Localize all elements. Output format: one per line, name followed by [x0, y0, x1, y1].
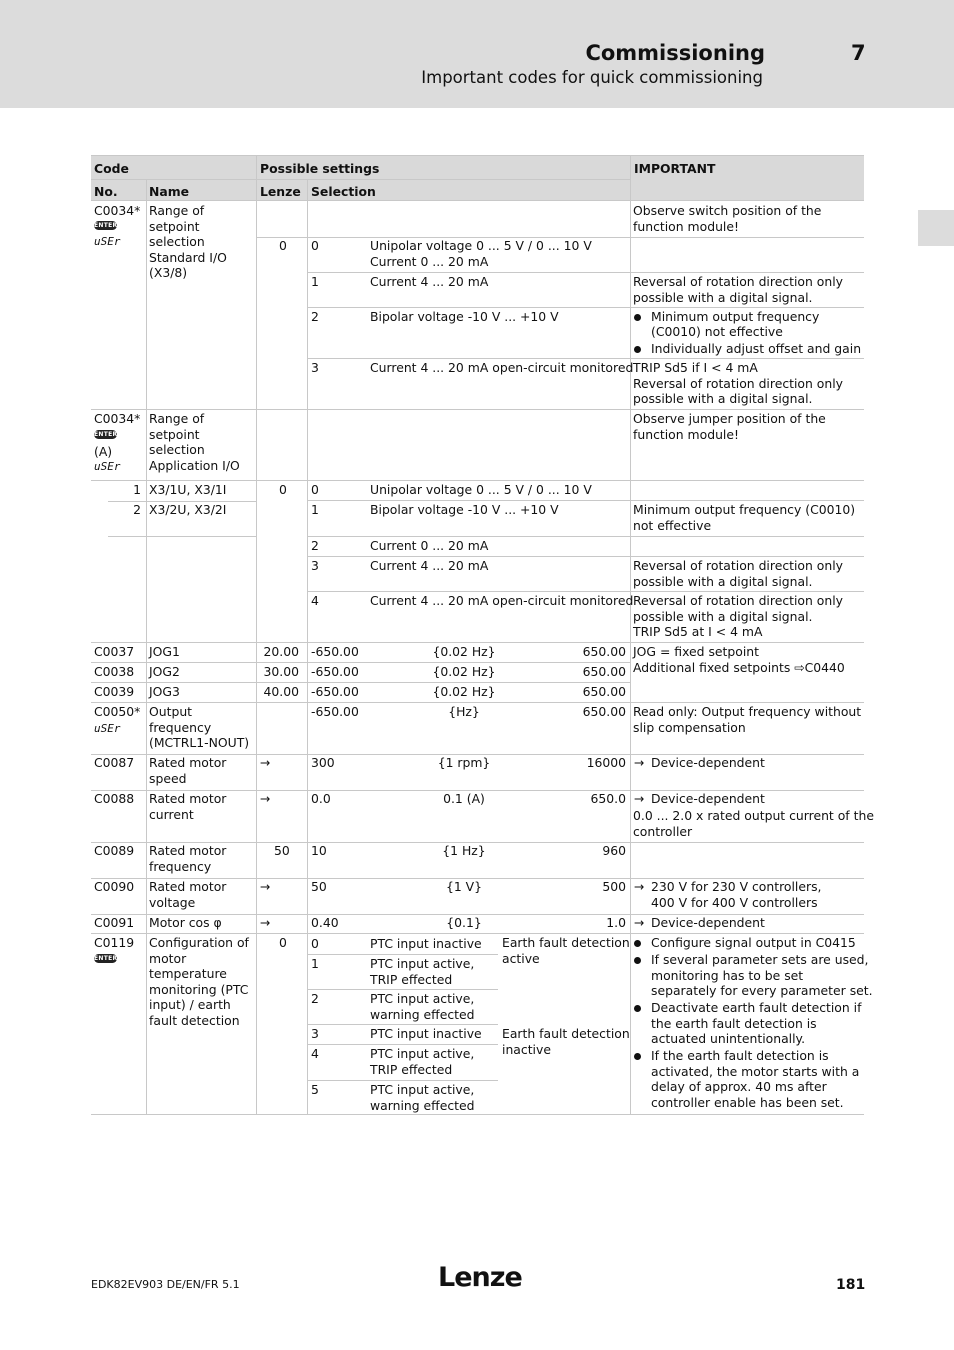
bullet-text: (C0010) not effective	[651, 324, 783, 339]
important-cell: 400 V for 400 V controllers	[651, 894, 818, 910]
code-cell: C0088	[94, 791, 135, 806]
row-divider	[307, 989, 498, 990]
name-cell: Rated motor	[149, 791, 227, 806]
earth-fault-active: active	[502, 950, 540, 966]
selection-text: PTC input inactive	[370, 936, 482, 951]
important-cell: 0.0 ... 2.0 x rated output current of the	[633, 808, 874, 823]
bullet-text: separately for every parameter set.	[651, 983, 873, 998]
bullet-text: If several parameter sets are used,	[651, 952, 869, 967]
lenze-cell: 0	[279, 935, 287, 950]
step-unit: {Hz}	[448, 704, 480, 719]
important-cell: slip compensation	[633, 719, 746, 735]
selection-text: Unipolar voltage 0 ... 5 V / 0 ... 10 V	[370, 482, 592, 497]
bullet-text: Configure signal output in C0415	[651, 935, 856, 950]
step-unit: {0.1}	[446, 915, 482, 930]
name-cell: Output	[149, 704, 193, 719]
max-value: 1.0	[606, 915, 626, 930]
name-cell: Motor cos φ	[149, 915, 222, 930]
selection-number: 4	[311, 593, 319, 608]
bullet-text: monitoring has to be set	[651, 967, 804, 983]
important-cell: Observe jumper position of the	[633, 411, 826, 426]
earth-fault-inactive: Earth fault detection	[502, 1026, 630, 1041]
sub-code-number: 1	[133, 482, 141, 497]
important-cell: possible with a digital signal.	[633, 608, 813, 624]
selection-number: 2	[311, 538, 319, 553]
code-cell: C0038	[94, 664, 135, 679]
chapter-tab-marker	[918, 210, 954, 246]
selection-text: Current 0 ... 20 mA	[370, 538, 489, 553]
row-divider	[108, 536, 256, 537]
code-cell: C0034*	[94, 203, 141, 218]
code-cell: C0119	[94, 935, 135, 950]
step-unit: {0.02 Hz}	[432, 664, 496, 679]
code-cell: C0090	[94, 879, 135, 894]
name-cell: setpoint	[149, 426, 200, 442]
lenze-cell: 0	[279, 482, 287, 497]
max-value: 650.0	[590, 791, 626, 806]
important-cell: TRIP Sd5 if I < 4 mA	[633, 360, 758, 375]
important-cell: not effective	[633, 517, 712, 533]
column-divider	[146, 180, 147, 1114]
selection-text: Bipolar voltage -10 V ... +10 V	[370, 502, 559, 517]
bullet-text: Minimum output frequency	[651, 309, 820, 324]
earth-fault-active: Earth fault detection	[502, 935, 630, 950]
name-cell: speed	[149, 770, 187, 786]
selection-number: 0	[311, 238, 319, 253]
important-cell: 230 V for 230 V controllers,	[651, 879, 822, 894]
step-unit: {1 V}	[445, 879, 483, 894]
row-divider	[307, 1044, 498, 1045]
header-band	[0, 0, 954, 108]
max-value: 500	[602, 879, 626, 894]
selection-text: PTC input inactive	[370, 1026, 482, 1041]
important-cell: Reversal of rotation direction only	[633, 558, 844, 573]
sub-code-terminal: X3/2U, X3/2I	[149, 502, 227, 517]
important-cell: Device-dependent	[651, 755, 765, 770]
selection-text: TRIP effected	[370, 1061, 453, 1077]
code-cell: C0034*	[94, 411, 141, 426]
selection-text: Unipolar voltage 0 ... 5 V / 0 ... 10 V	[370, 238, 592, 253]
code-cell: C0089	[94, 843, 135, 858]
code-cell: C0091	[94, 915, 135, 930]
name-cell: Range of	[149, 203, 205, 218]
important-cell: Reversal of rotation direction only	[633, 593, 844, 608]
important-cell: Observe switch position of the	[633, 203, 822, 218]
name-cell: fault detection	[149, 1012, 240, 1028]
important-cell: Device-dependent	[651, 915, 765, 930]
row-divider	[307, 591, 864, 592]
step-unit: {0.02 Hz}	[432, 644, 496, 659]
important-cell: TRIP Sd5 at I < 4 mA	[633, 624, 763, 639]
row-divider	[91, 662, 630, 663]
step-unit: {0.02 Hz}	[432, 684, 496, 699]
max-value: 16000	[586, 755, 626, 770]
selection-text: PTC input active,	[370, 956, 475, 971]
row-divider	[91, 155, 864, 156]
name-cell: temperature	[149, 966, 227, 981]
page-subtitle: Important codes for quick commissioning	[421, 68, 763, 87]
name-cell: current	[149, 806, 194, 822]
device-dependent-arrow: →	[260, 755, 271, 770]
min-value: 50	[311, 879, 327, 894]
row-divider	[307, 500, 864, 501]
name-cell: (X3/8)	[149, 265, 188, 280]
page-title: Commissioning	[585, 41, 765, 65]
name-cell: input) / earth	[149, 997, 231, 1012]
name-cell: frequency	[149, 858, 212, 874]
name-cell: selection	[149, 234, 205, 249]
bullet-text: Individually adjust offset and gain	[651, 341, 862, 356]
name-cell: (MCTRL1-NOUT)	[149, 735, 250, 750]
col-lenze: Lenze	[260, 184, 301, 199]
min-value: -650.00	[311, 684, 359, 699]
column-divider	[630, 156, 631, 1114]
selection-number: 0	[311, 482, 319, 497]
code-cell: C0039	[94, 684, 135, 699]
sub-code-terminal: X3/1U, X3/1I	[149, 482, 227, 497]
bullet-text: Deactivate earth fault detection if	[651, 1000, 862, 1015]
row-divider	[91, 179, 630, 180]
selection-text: warning effected	[370, 1097, 475, 1113]
important-cell: possible with a digital signal.	[633, 573, 813, 589]
bullet-text: If the earth fault detection is	[651, 1048, 829, 1063]
important-cell: Read only: Output frequency without	[633, 704, 862, 719]
selection-number: 2	[311, 309, 319, 324]
row-divider	[91, 702, 864, 703]
row-divider	[307, 536, 864, 537]
selection-number: 2	[311, 991, 319, 1006]
device-dependent-arrow: →	[260, 879, 271, 894]
row-divider	[91, 1114, 864, 1115]
row-divider	[307, 1024, 498, 1025]
name-cell: Configuration of	[149, 935, 249, 950]
bullet-icon	[634, 1005, 641, 1012]
row-divider	[307, 954, 498, 955]
important-cell: Minimum output frequency (C0010)	[633, 502, 856, 517]
col-code: Code	[94, 161, 129, 176]
min-value: 10	[311, 843, 327, 858]
selection-text: Current 4 ... 20 mA	[370, 274, 489, 289]
min-value: -650.00	[311, 664, 359, 679]
name-cell: Rated motor	[149, 843, 227, 858]
row-divider	[307, 556, 864, 557]
row-divider	[91, 409, 864, 410]
table-header-bg	[91, 156, 864, 200]
bullet-text: the earth fault detection is	[651, 1015, 817, 1031]
row-divider	[91, 200, 864, 201]
important-cell: Reversal of rotation direction only	[633, 274, 844, 289]
arrow-icon: →	[634, 755, 645, 770]
lenze-cell: 0	[279, 238, 287, 253]
selection-number: 3	[311, 558, 319, 573]
selection-number: 1	[311, 956, 319, 971]
row-divider	[108, 501, 256, 502]
user-menu-icon: uSEr	[94, 235, 121, 248]
selection-text: Current 4 ... 20 mA open-circuit monitored	[370, 593, 634, 608]
name-cell: JOG3	[149, 684, 180, 699]
code-cell: C0037	[94, 644, 135, 659]
lenze-logo: Lenze	[438, 1262, 522, 1293]
user-menu-icon: uSEr	[94, 722, 121, 735]
step-unit: {1 Hz}	[442, 843, 486, 858]
bullet-text: delay of approx. 40 ms after	[651, 1079, 827, 1094]
name-cell: Range of	[149, 411, 205, 426]
row-divider	[91, 933, 864, 934]
selection-text: Current 4 ... 20 mA open-circuit monitored	[370, 360, 634, 375]
important-cell: function module!	[633, 218, 739, 234]
bullet-icon	[634, 346, 641, 353]
code-cell: C0050*	[94, 704, 141, 719]
selection-number: 1	[311, 274, 319, 289]
row-divider	[91, 682, 630, 683]
selection-text: Bipolar voltage -10 V ... +10 V	[370, 309, 559, 324]
bullet-icon	[634, 940, 641, 947]
sub-code-number: 2	[133, 502, 141, 517]
selection-number: 5	[311, 1082, 319, 1097]
important-cell: controller	[633, 823, 693, 839]
device-dependent-arrow: →	[260, 791, 271, 806]
name-cell: JOG1	[149, 644, 180, 659]
selection-number: 3	[311, 360, 319, 375]
arrow-icon: →	[634, 915, 645, 930]
col-important: IMPORTANT	[634, 161, 716, 176]
row-divider	[307, 1080, 498, 1081]
lenze-cell: 30.00	[263, 664, 299, 679]
selection-text: PTC input active,	[370, 991, 475, 1006]
important-cell: JOG = fixed setpoint	[633, 644, 759, 659]
lenze-cell: 20.00	[263, 644, 299, 659]
enter-key-icon: ENTER	[94, 431, 118, 438]
lenze-cell: 40.00	[263, 684, 299, 699]
selection-number: 4	[311, 1046, 319, 1061]
selection-number: 3	[311, 1026, 319, 1041]
important-cell: possible with a digital signal.	[633, 289, 813, 305]
name-cell: setpoint	[149, 218, 200, 234]
important-cell: possible with a digital signal.	[633, 391, 813, 406]
min-value: 300	[311, 755, 335, 770]
min-value: 0.0	[311, 791, 331, 806]
name-cell: motor	[149, 950, 187, 966]
document-id: EDK82EV903 DE/EN/FR 5.1	[91, 1278, 240, 1291]
step-unit: 0.1 (A)	[443, 791, 485, 806]
selection-text: PTC input active,	[370, 1082, 475, 1097]
col-no: No.	[94, 184, 118, 199]
enter-key-icon: ENTER	[94, 955, 118, 962]
selection-text: PTC input active,	[370, 1046, 475, 1061]
min-value: 0.40	[311, 915, 339, 930]
bullet-icon	[634, 314, 641, 321]
min-value: -650.00	[311, 704, 359, 719]
row-divider	[307, 358, 864, 359]
device-dependent-arrow: →	[260, 915, 271, 930]
lenze-cell: 50	[274, 843, 290, 858]
name-cell: Rated motor	[149, 755, 227, 770]
max-value: 960	[602, 843, 626, 858]
name-cell: JOG2	[149, 664, 180, 679]
bullet-text: activated, the motor starts with a	[651, 1063, 860, 1079]
col-selection: Selection	[311, 184, 376, 199]
row-divider	[307, 272, 864, 273]
selection-text: warning effected	[370, 1006, 475, 1022]
important-cell: Device-dependent	[651, 791, 765, 806]
page-number: 181	[836, 1277, 866, 1293]
selection-number: 0	[311, 936, 319, 951]
name-cell: monitoring (PTC	[149, 981, 249, 997]
max-value: 650.00	[582, 664, 626, 679]
name-cell: frequency	[149, 719, 212, 735]
column-divider	[307, 180, 308, 1114]
important-cell: Reversal of rotation direction only	[633, 375, 844, 391]
name-cell: selection	[149, 442, 205, 457]
arrow-icon: →	[634, 879, 645, 894]
selection-text: Current 0 ... 20 mA	[370, 253, 489, 269]
bullet-icon	[634, 957, 641, 964]
chapter-number: 7	[851, 41, 866, 65]
max-value: 650.00	[582, 704, 626, 719]
earth-fault-inactive: inactive	[502, 1041, 551, 1057]
col-possible: Possible settings	[260, 161, 380, 176]
bullet-text: actuated unintentionally.	[651, 1031, 806, 1046]
min-value: -650.00	[311, 644, 359, 659]
name-cell: Standard I/O	[149, 249, 227, 265]
code-cell: C0087	[94, 755, 135, 770]
row-divider	[91, 480, 864, 481]
application-marker: (A)	[94, 444, 113, 459]
column-divider	[256, 156, 257, 1114]
enter-key-icon: ENTER	[94, 222, 118, 229]
row-divider	[307, 307, 864, 308]
selection-number: 1	[311, 502, 319, 517]
max-value: 650.00	[582, 644, 626, 659]
step-unit: {1 rpm}	[437, 755, 491, 770]
user-menu-icon: uSEr	[94, 460, 121, 473]
selection-text: TRIP effected	[370, 971, 453, 987]
name-cell: voltage	[149, 894, 196, 910]
arrow-icon: →	[634, 791, 645, 806]
important-cell: function module!	[633, 426, 739, 442]
important-cell: Additional fixed setpoints ⇨C0440	[633, 659, 845, 675]
row-divider	[91, 642, 864, 643]
selection-text: Current 4 ... 20 mA	[370, 558, 489, 573]
bullet-icon	[634, 1053, 641, 1060]
bullet-text: controller enable has been set.	[651, 1094, 844, 1110]
name-cell: Rated motor	[149, 879, 227, 894]
name-cell: Application I/O	[149, 457, 240, 473]
max-value: 650.00	[582, 684, 626, 699]
col-name: Name	[149, 184, 190, 199]
